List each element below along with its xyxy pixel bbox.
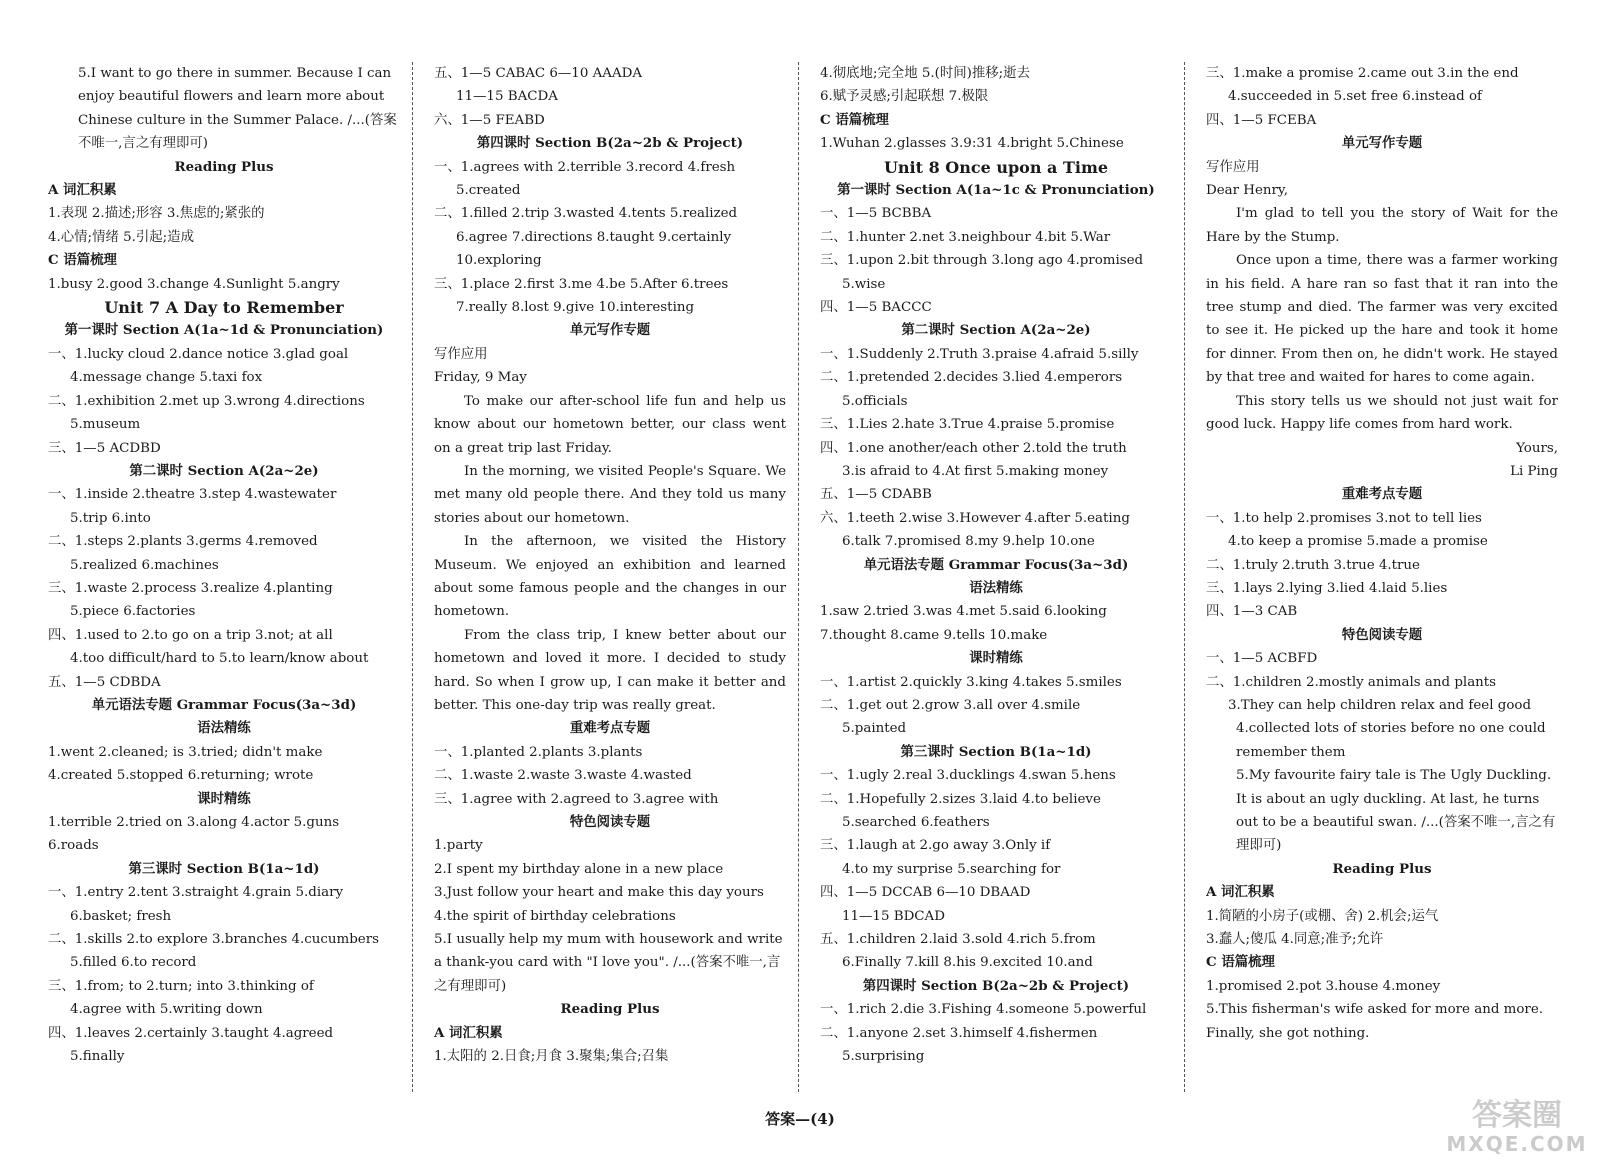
answer-line: 4.to my surprise 5.searching for	[842, 861, 1061, 877]
answer-line: 写作应用	[434, 346, 488, 362]
answer-line: 二、1.get out 2.grow 3.all over 4.smile	[820, 697, 1081, 713]
subsection-heading: C 语篇梳理	[820, 111, 889, 128]
answer-line: 5.piece 6.factories	[70, 604, 196, 620]
answer-line: 一、1.entry 2.tent 3.straight 4.grain 5.diary	[48, 885, 344, 901]
letter-signoff: Yours,	[1516, 440, 1558, 456]
answer-line: 4.succeeded in 5.set free 6.instead of	[1228, 89, 1482, 105]
section-heading: 第二课时 Section A(2a~2e)	[901, 322, 1091, 339]
unit-heading: Unit 8 Once upon a Time	[883, 157, 1109, 177]
subsection-heading: C 语篇梳理	[48, 252, 117, 269]
section-heading: 语法精练	[197, 720, 251, 737]
answer-line: 4.the spirit of birthday celebrations	[434, 908, 676, 924]
answer-line: 5.filled 6.to record	[70, 955, 197, 971]
answer-line: 4.too difficult/hard to 5.to learn/know about	[70, 651, 369, 667]
answer-line: 4.agree with 5.writing down	[70, 1002, 263, 1018]
answer-line: 五、1.children 2.laid 3.sold 4.rich 5.from	[820, 932, 1096, 948]
essay-paragraph: Once upon a time, there was a farmer working in his field. A hare ran so fast that it ran into the tree stump and died. The farmer was very excited to see it. He picked up the hare and took it home for dinner. From then on, he didn't work. He stayed by that tree and waited for hares to come again.	[1206, 253, 1558, 386]
answer-line: 四、1.leaves 2.certainly 3.taught 4.agreed	[48, 1025, 334, 1041]
essay-paragraph: In the afternoon, we visited the History Museum. We enjoyed an exhibition and learned about some famous people and the changes in our hometown.	[434, 534, 786, 620]
answer-line: 4.to keep a promise 5.made a promise	[1228, 534, 1488, 550]
watermark-text: 答案圈	[1472, 1098, 1562, 1133]
answer-line: 三、1.place 2.first 3.me 4.be 5.After 6.trees	[434, 276, 729, 292]
answer-line: 三、1.from; to 2.turn; into 3.thinking of	[48, 978, 314, 994]
answer-line: 三、1.make a promise 2.came out 3.in the end	[1206, 66, 1519, 81]
answer-line: 6.agree 7.directions 8.taught 9.certainly	[456, 229, 732, 245]
answer-line: 5.created	[456, 183, 521, 199]
answer-line: 3.Just follow your heart and make this day yours	[434, 885, 764, 901]
essay-paragraph: I'm glad to tell you the story of Wait for the Hare by the Stump.	[1206, 206, 1558, 245]
answer-line: 一、1—5 BCBBA	[820, 206, 932, 222]
section-heading: 重难考点专题	[569, 720, 651, 737]
answer-line: 1.表现 2.描述;形容 3.焦虑的;紧张的	[48, 206, 265, 222]
answer-line: 1.saw 2.tried 3.was 4.met 5.said 6.looking	[820, 604, 1107, 620]
section-heading: 重难考点专题	[1341, 486, 1423, 503]
answer-line: 1.party	[434, 838, 483, 854]
answer-line: 5.trip 6.into	[70, 510, 151, 526]
answer-line: 五、1—5 CDABB	[820, 487, 932, 503]
section-heading: 第一课时 Section A(1a~1d & Pronunciation)	[64, 322, 384, 339]
answer-line: 5.finally	[70, 1049, 125, 1065]
column-divider	[1184, 62, 1185, 1092]
answer-line: 3.蠢人;傻瓜 4.同意;准予;允许	[1206, 932, 1384, 948]
answer-line: 一、1.ugly 2.real 3.ducklings 4.swan 5.hens	[820, 768, 1116, 784]
section-heading: 第二课时 Section A(2a~2e)	[129, 462, 319, 479]
answer-line: 二、1.hunter 2.net 3.neighbour 4.bit 5.War	[820, 229, 1111, 245]
answer-line: 1.terrible 2.tried on 3.along 4.actor 5.guns	[48, 815, 340, 830]
letter-signoff: Li Ping	[1510, 463, 1558, 479]
answer-line: 11—15 BDCAD	[842, 908, 945, 924]
answer-line: 1.promised 2.pot 3.house 4.money	[1206, 978, 1441, 994]
answer-line: 一、1.artist 2.quickly 3.king 4.takes 5.smiles	[820, 674, 1122, 690]
answer-column-1	[48, 62, 400, 1068]
section-heading: 课时精练	[197, 790, 251, 807]
section-heading: 语法精练	[969, 579, 1023, 596]
section-heading: Reading Plus	[1332, 860, 1432, 877]
answer-line: 4.created 5.stopped 6.returning; wrote	[48, 768, 314, 784]
answer-paragraph: 5.I usually help my mum with housework and write a thank-you card with "I love you". /...(答案不唯一,言之有理即可)	[434, 932, 783, 994]
answer-column-4	[1206, 62, 1558, 1045]
section-heading: 第四课时 Section B(2a~2b & Project)	[476, 135, 744, 152]
answer-paragraph: 5.I want to go there in summer. Because I can enjoy beautiful flowers and learn more about Chinese culture in the Summer Palace. /...(答案不唯一,言之有理即可)	[78, 66, 397, 152]
unit-heading: Unit 7 A Day to Remember	[104, 298, 344, 318]
answer-line: 6.basket; fresh	[70, 908, 172, 924]
section-heading: 单元语法专题 Grammar Focus(3a~3d)	[91, 696, 357, 713]
answer-line: 三、1.waste 2.process 3.realize 4.planting	[48, 580, 333, 596]
subsection-heading: A 词汇积累	[1206, 884, 1275, 901]
essay-paragraph: In the morning, we visited People's Square. We met many old people there. And they told us many stories about our hometown.	[434, 463, 786, 526]
answer-line: 一、1.agrees with 2.terrible 3.record 4.fresh	[434, 159, 736, 175]
answer-line: 6.赋予灵感;引起联想 7.极限	[820, 89, 989, 105]
answer-paragraph: 4.collected lots of stories before no one could remember them	[1236, 721, 1546, 760]
section-heading: 第四课时 Section B(2a~2b & Project)	[862, 977, 1130, 994]
watermark-logo	[1442, 1098, 1592, 1164]
answer-line: Dear Henry,	[1206, 183, 1288, 199]
section-heading: 单元写作专题	[1341, 135, 1423, 152]
section-heading: 第三课时 Section B(1a~1d)	[900, 743, 1092, 760]
section-heading: 特色阅读专题	[1341, 626, 1423, 643]
section-heading: 课时精练	[969, 650, 1023, 667]
answer-line: 1.went 2.cleaned; is 3.tried; didn't make	[48, 744, 323, 760]
answer-line: 三、1.agree with 2.agreed to 3.agree with	[434, 791, 719, 807]
column-divider	[412, 62, 413, 1092]
answer-line: Friday, 9 May	[434, 370, 527, 386]
answer-line: 四、1—5 BACCC	[820, 300, 932, 316]
answer-line: 二、1.waste 2.waste 3.waste 4.wasted	[434, 768, 692, 784]
answer-line: 写作应用	[1206, 159, 1260, 175]
answer-line: 4.message change 5.taxi fox	[70, 370, 263, 386]
answer-line: 4.彻底地;完全地 5.(时间)推移;逝去	[820, 66, 1030, 81]
answer-line: 二、1.Hopefully 2.sizes 3.laid 4.to believe	[820, 791, 1101, 807]
answer-line: 5.searched 6.feathers	[842, 815, 990, 830]
answer-line: 四、1.used to 2.to go on a trip 3.not; at all	[48, 627, 333, 643]
answer-line: 1.太阳的 2.日食;月食 3.聚集;集合;召集	[434, 1049, 669, 1065]
answer-line: 6.talk 7.promised 8.my 9.help 10.one	[842, 534, 1095, 550]
section-heading: 单元写作专题	[569, 322, 651, 339]
section-heading: 第一课时 Section A(1a~1c & Pronunciation)	[837, 182, 1155, 199]
answer-line: 三、1.laugh at 2.go away 3.Only if	[820, 838, 1051, 854]
answer-line: 1.简陋的小房子(或棚、舍) 2.机会;运气	[1206, 908, 1439, 924]
answer-line: 5.officials	[842, 393, 908, 409]
answer-line: 7.really 8.lost 9.give 10.interesting	[456, 300, 695, 316]
essay-paragraph: This story tells us we should not just wait for good luck. Happy life comes from hard work.	[1206, 393, 1558, 433]
answer-line: 5.surprising	[842, 1049, 925, 1065]
section-heading: 第三课时 Section B(1a~1d)	[128, 860, 320, 877]
answer-line: 二、1.exhibition 2.met up 3.wrong 4.directions	[48, 393, 365, 409]
answer-paragraph: 5.My favourite fairy tale is The Ugly Duckling. It is about an ugly duckling. At last, he turns out to be a beautiful swan. /...(答案不唯一,言之有理即可)	[1236, 768, 1556, 854]
answer-line: 二、1.filled 2.trip 3.wasted 4.tents 5.realized	[434, 206, 738, 222]
answer-line: 二、1.truly 2.truth 3.true 4.true	[1206, 557, 1420, 573]
answer-line: 1.busy 2.good 3.change 4.Sunlight 5.angry	[48, 276, 340, 292]
answer-column-3	[820, 62, 1172, 1068]
answer-line: 2.I spent my birthday alone in a new place	[434, 861, 724, 877]
page-number-footer: 答案—(4)	[765, 1110, 835, 1128]
answer-line: 四、1—3 CAB	[1206, 604, 1298, 620]
answer-line: 5.museum	[70, 417, 141, 433]
essay-paragraph: To make our after-school life fun and help us know about our hometown better, our class went on a great trip last Friday.	[434, 393, 786, 456]
answer-paragraph: 5.This fisherman's wife asked for more and more. Finally, she got nothing.	[1206, 1002, 1544, 1041]
answer-line: 一、1.rich 2.die 3.Fishing 4.someone 5.powerful	[820, 1002, 1147, 1018]
answer-line: 5.realized 6.machines	[70, 557, 219, 573]
answer-line: 6.roads	[48, 838, 99, 854]
answer-line: 4.心情;情绪 5.引起;造成	[48, 229, 194, 245]
answer-line: 三、1.Lies 2.hate 3.True 4.praise 5.promise	[820, 417, 1115, 433]
answer-line: 一、1.inside 2.theatre 3.step 4.wastewater	[48, 487, 337, 503]
answer-line: 四、1—5 DCCAB 6—10 DBAAD	[820, 885, 1031, 901]
answer-line: 二、1.steps 2.plants 3.germs 4.removed	[48, 534, 318, 550]
column-divider	[798, 62, 799, 1092]
answer-line: 三、1.upon 2.bit through 3.long ago 4.promised	[820, 253, 1144, 269]
answer-line: 5.wise	[842, 276, 886, 292]
answer-line: 3.is afraid to 4.At first 5.making money	[842, 463, 1109, 479]
answer-line: 5.painted	[842, 721, 907, 737]
subsection-heading: A 词汇积累	[48, 182, 117, 199]
answer-line: 10.exploring	[456, 253, 542, 269]
answer-line: 一、1.lucky cloud 2.dance notice 3.glad goal	[48, 346, 349, 362]
subsection-heading: A 词汇积累	[434, 1024, 503, 1041]
section-heading: Reading Plus	[560, 1001, 660, 1018]
answer-line: 四、1—5 FCEBA	[1206, 112, 1317, 128]
section-heading: 特色阅读专题	[569, 814, 651, 830]
section-heading: 单元语法专题 Grammar Focus(3a~3d)	[863, 556, 1129, 573]
answer-line: 一、1.to help 2.promises 3.not to tell lies	[1206, 510, 1482, 526]
answer-line: 11—15 BACDA	[456, 89, 558, 105]
answer-line: 四、1.one another/each other 2.told the truth	[820, 440, 1127, 456]
answer-line: 7.thought 8.came 9.tells 10.make	[820, 627, 1048, 643]
answer-line: 一、1.planted 2.plants 3.plants	[434, 744, 643, 760]
answer-line: 3.They can help children relax and feel good	[1228, 697, 1532, 713]
answer-line: 三、1.lays 2.lying 3.lied 4.laid 5.lies	[1206, 580, 1448, 596]
answer-line: 五、1—5 CDBDA	[48, 674, 161, 690]
essay-paragraph: From the class trip, I knew better about our hometown and loved it more. I decided to study hard. So when I grow up, I can make it better and better. This one-day trip was really great.	[434, 627, 786, 713]
answer-line: 1.Wuhan 2.glasses 3.9:31 4.bright 5.Chinese	[820, 136, 1124, 152]
answer-line: 一、1.Suddenly 2.Truth 3.praise 4.afraid 5.silly	[820, 346, 1139, 362]
section-heading: Reading Plus	[174, 158, 274, 175]
answer-line: 六、1.teeth 2.wise 3.However 4.after 5.eating	[820, 510, 1130, 526]
answer-line: 二、1.anyone 2.set 3.himself 4.fishermen	[820, 1025, 1098, 1041]
answer-line: 6.Finally 7.kill 8.his 9.excited 10.and	[842, 955, 1093, 971]
answer-line: 二、1.skills 2.to explore 3.branches 4.cucumbers	[48, 932, 379, 948]
subsection-heading: C 语篇梳理	[1206, 954, 1275, 971]
answer-line: 二、1.children 2.mostly animals and plants	[1206, 674, 1497, 690]
answer-line: 一、1—5 ACBFD	[1206, 651, 1318, 667]
watermark-url: MXQE.COM	[1446, 1132, 1588, 1156]
answer-line: 三、1—5 ACDBD	[48, 440, 161, 456]
answer-line: 五、1—5 CABAC 6—10 AAADA	[434, 66, 643, 81]
answer-line: 六、1—5 FEABD	[434, 112, 545, 128]
answer-column-2	[434, 62, 786, 1068]
answer-line: 二、1.pretended 2.decides 3.lied 4.emperors	[820, 370, 1123, 386]
